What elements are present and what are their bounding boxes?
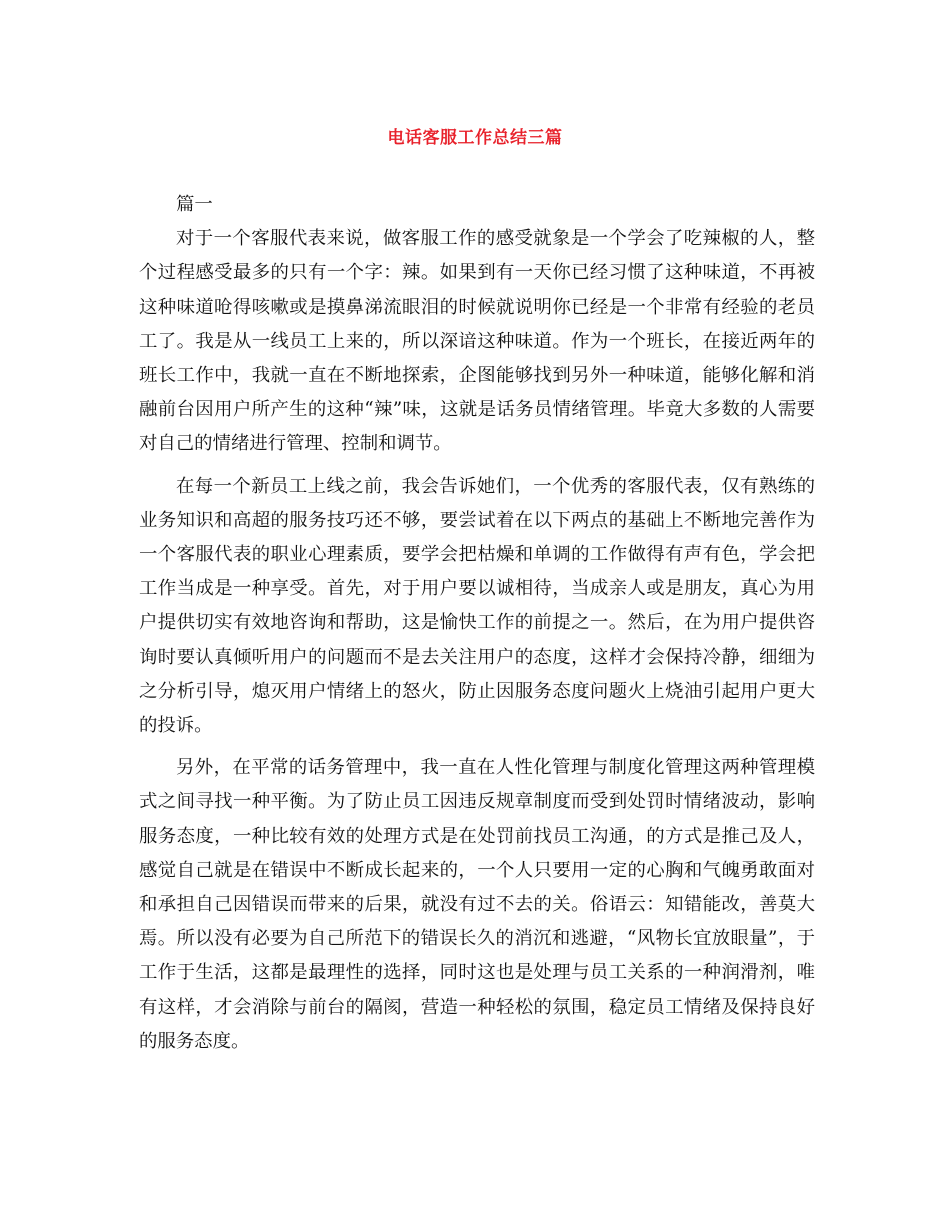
section-label: 篇一 (176, 194, 213, 215)
paragraph-1: 对于一个客服代表来说，做客服工作的感受就象是一个学会了吃辣椒的人，整个过程感受最多的只有一个字：辣。如果到有一天你已经习惯了这种味道，不再被这种味道呛得咳嗽或是摸鼻涕流眼泪的时候就说明你已经是一个非常有经验的老员工了。我是从一线员工上来的，所以深谙这种味道。作为一个班长，在接近两年的班长工作中，我就一直在不断地探索，企图能够找到另外一种味道，能够化解和消融前台因用户所产生的这种“辣”味，这就是话务员情绪管理。毕竟大多数的人需要对自己的情绪进行管理、控制和调节。 (139, 228, 815, 455)
paragraph-3: 另外，在平常的话务管理中，我一直在人性化管理与制度化管理这两种管理模式之间寻找一种平衡。为了防止员工因违反规章制度而受到处罚时情绪波动，影响服务态度，一种比较有效的处理方式是在处罚前找员工沟通，的方式是推己及人，感觉自己就是在错误中不断成长起来的，一个人只要用一定的心胸和气魄勇敢面对和承担自己因错误而带来的后果，就没有过不去的关。俗语云：知错能改，善莫大焉。所以没有必要为自己所范下的错误长久的消沉和逃避，“风物长宜放眼量”，于工作于生活，这都是最理性的选择，同时这也是处理与员工关系的一种润滑剂，唯有这样，才会消除与前台的隔阂，营造一种轻松的氛围，稳定员工情绪及保持良好的服务态度。 (139, 757, 815, 1052)
paragraph-2: 在每一个新员工上线之前，我会告诉她们，一个优秀的客服代表，仅有熟练的业务知识和高超的服务技巧还不够，要尝试着在以下两点的基础上不断地完善作为一个客服代表的职业心理素质，要学会把枯燥和单调的工作做得有声有色，学会把工作当成是一种享受。首先，对于用户要以诚相待，当成亲人或是朋友，真心为用户提供切实有效地咨询和帮助，这是愉快工作的前提之一。然后，在为用户提供咨询时要认真倾听用户的问题而不是去关注用户的态度，这样才会保持冷静，细细为之分析引导，熄灭用户情绪上的怒火，防止因服务态度问题火上烧油引起用户更大的投诉。 (139, 475, 815, 737)
document-title: 电话客服工作总结三篇 (387, 128, 563, 148)
document-body (139, 188, 815, 1067)
